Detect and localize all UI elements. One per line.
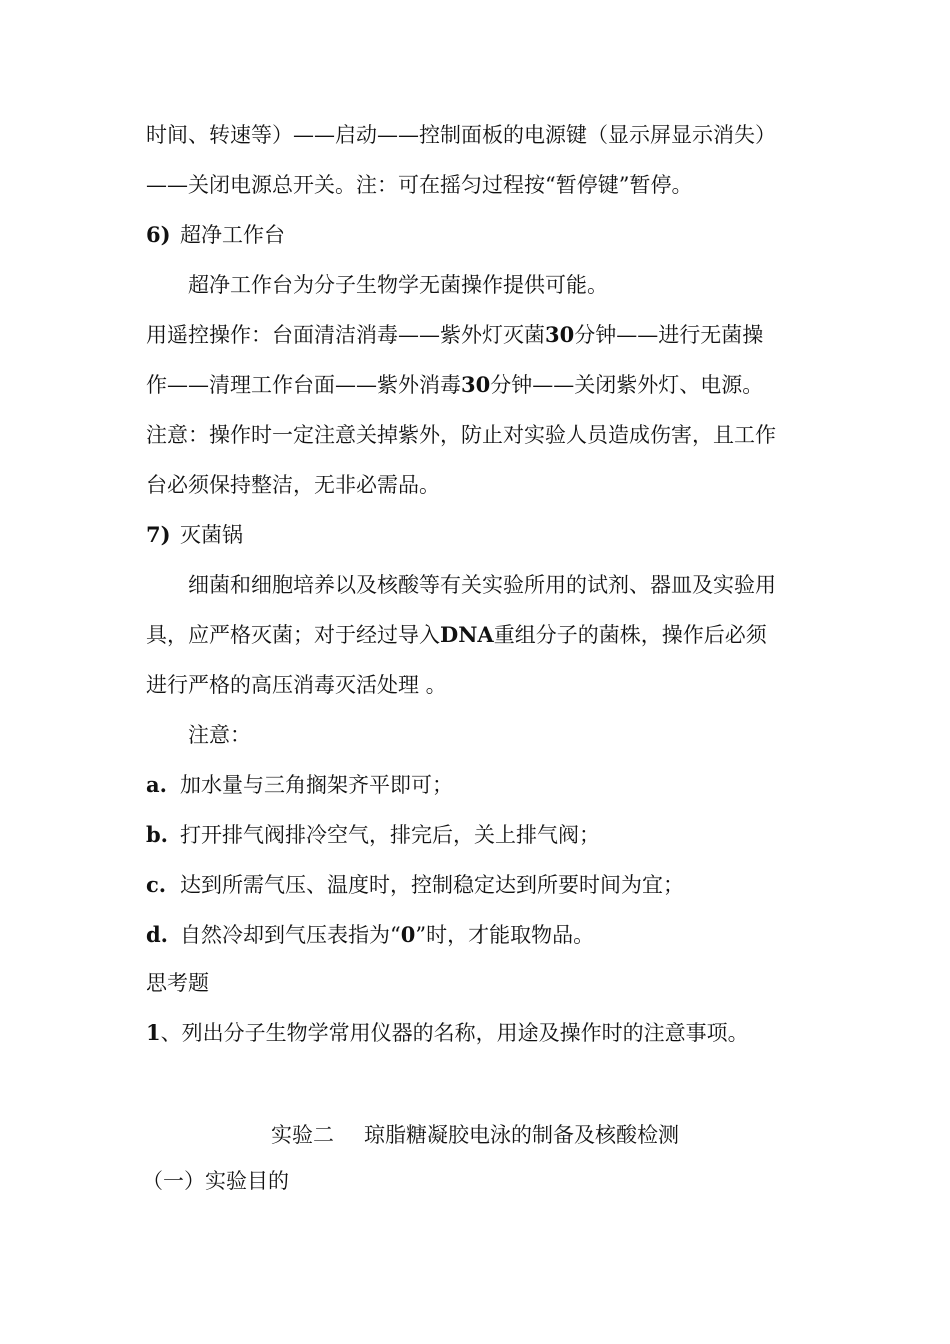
text-span: 重组分子的菌株，操作后必须 [493, 623, 767, 647]
section-heading [146, 220, 285, 250]
text-span: 用遥控操作：台面清洁消毒——紫外灯灭菌 [146, 323, 545, 347]
section-title: 超净工作台 [180, 223, 285, 247]
questions-heading: 思考题 [146, 971, 209, 995]
experiment-label: 实验二 [271, 1123, 334, 1147]
text-line [146, 370, 763, 400]
list-marker: a. [146, 772, 167, 797]
section-heading [146, 520, 243, 550]
list-text: 加水量与三角搁架齐平即可； [180, 773, 453, 797]
list-item [146, 820, 600, 850]
note-label: 注意： [188, 723, 251, 747]
section-number: 7) [146, 522, 171, 547]
list-item [146, 870, 684, 900]
experiment-name: 琼脂糖凝胶电泳的制备及核酸检测 [364, 1123, 679, 1147]
text-span: 作——清理工作台面——紫外消毒 [146, 373, 461, 397]
list-text: ”时，才能取物品。 [415, 923, 595, 947]
text-line: 台必须保持整洁，无非必需品。 [146, 473, 440, 497]
text-span: 具，应严格灭菌；对于经过导入 [146, 623, 440, 647]
list-item [146, 920, 594, 950]
section-number: 6) [146, 222, 171, 247]
text-line: 超净工作台为分子生物学无菌操作提供可能。 [188, 273, 608, 297]
text-line: 细菌和细胞培养以及核酸等有关实验所用的试剂、器皿及实验用 [188, 573, 776, 597]
list-item [146, 770, 453, 800]
text-line [146, 620, 767, 650]
text-line: 时间、转速等）——启动——控制面板的电源键（显示屏显示消失） [146, 123, 776, 147]
experiment-title [0, 1120, 950, 1150]
question-number: 1 [146, 1020, 161, 1045]
text-span: 分钟——进行无菌操 [574, 323, 764, 347]
list-marker: c. [146, 872, 167, 897]
number-span: 30 [545, 322, 575, 347]
list-text: 达到所需气压、温度时，控制稳定达到所要时间为宜； [180, 873, 684, 897]
number-span: 0 [400, 922, 416, 947]
list-marker: d. [146, 922, 168, 947]
list-marker: b. [146, 822, 168, 847]
number-span: 30 [461, 372, 491, 397]
subsection-heading: （一）实验目的 [142, 1169, 289, 1193]
text-line [146, 320, 763, 350]
text-line: 注意：操作时一定注意关掉紫外，防止对实验人员造成伤害，且工作 [146, 423, 776, 447]
term-span: DNA [440, 622, 494, 647]
list-text: 打开排气阀排冷空气，排完后，关上排气阀； [180, 823, 600, 847]
text-line: ——关闭电源总开关。注：可在摇匀过程按“暂停键”暂停。 [146, 173, 693, 197]
list-text: 自然冷却到气压表指为“ [180, 923, 401, 947]
question-item [146, 1018, 749, 1048]
text-line: 进行严格的高压消毒灭活处理 。 [146, 673, 447, 697]
section-title: 灭菌锅 [180, 523, 243, 547]
text-span: 分钟——关闭紫外灯、电源。 [490, 373, 764, 397]
question-text: 、列出分子生物学常用仪器的名称，用途及操作时的注意事项。 [160, 1021, 749, 1045]
